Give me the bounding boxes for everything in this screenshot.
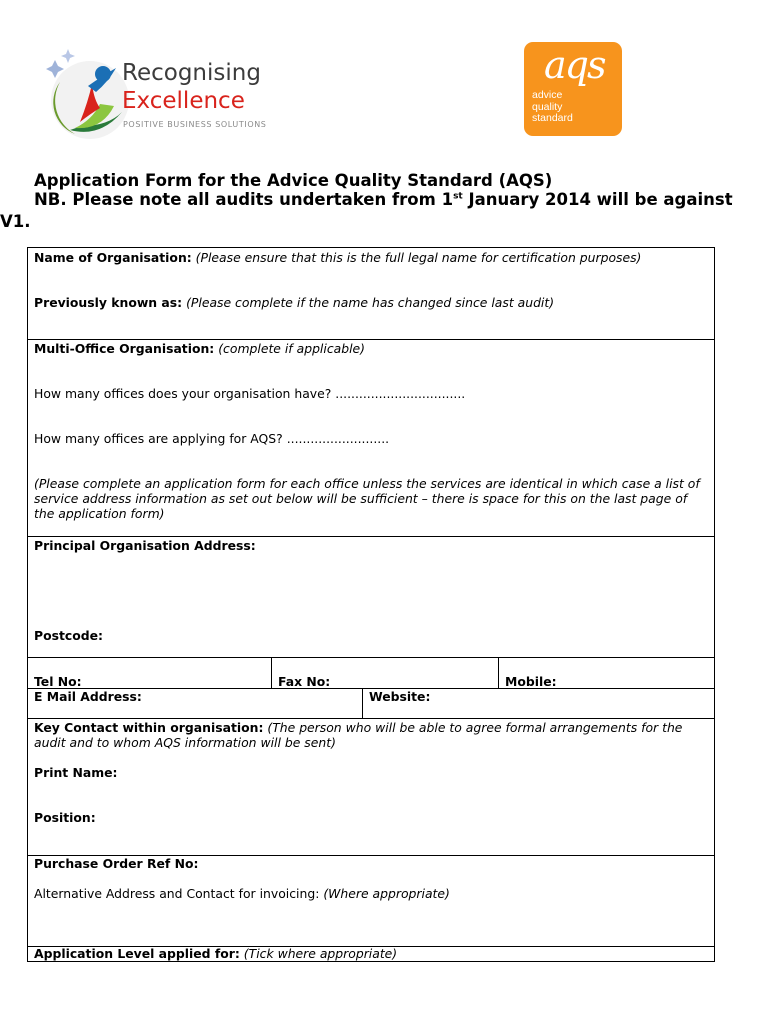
aqs-logo-line3: standard — [532, 112, 573, 124]
offices-aqs-question[interactable]: How many offices are applying for AQS? .......................... — [34, 431, 390, 446]
tel-field[interactable] — [34, 674, 82, 689]
website-label: Website: — [369, 689, 431, 704]
multi-office-instructions-text: (Please complete an application form for each office unless the services are identical in which case a list of service address information as set out below will be sufficient – there is space for this on the last page of the application form) — [34, 476, 700, 521]
org-name-note: (Please ensure that this is the full legal name for certification purposes) — [195, 250, 642, 265]
recognising-excellence-logo — [30, 42, 280, 142]
po-ref-field[interactable] — [34, 856, 198, 871]
principal-address-label: Principal Organisation Address: — [34, 538, 256, 553]
re-logo-tagline: POSITIVE BUSINESS SOLUTIONS — [123, 120, 267, 129]
prev-known-label: Previously known as: — [34, 295, 183, 310]
mobile-field[interactable] — [505, 674, 557, 689]
app-level-field[interactable] — [34, 946, 397, 961]
principal-address-field[interactable] — [34, 538, 256, 553]
key-contact-field[interactable] — [34, 720, 706, 750]
tel-label: Tel No: — [34, 674, 82, 689]
key-contact-label: Key Contact within organisation: — [34, 720, 264, 735]
multi-office-field[interactable] — [34, 341, 365, 356]
offices-count-question[interactable]: How many offices does your organisation have? ................................. — [34, 386, 466, 401]
postcode-label: Postcode: — [34, 628, 103, 643]
postcode-field[interactable] — [34, 628, 103, 643]
org-name-field[interactable] — [34, 250, 641, 265]
fax-label: Fax No: — [278, 674, 331, 689]
audit-notice-pre: NB. Please note all audits undertaken from 1 — [34, 190, 454, 209]
aqs-logo-line1: advice — [532, 89, 563, 101]
app-level-note: (Tick where appropriate) — [243, 946, 398, 961]
position-label: Position: — [34, 810, 96, 825]
aqs-logo — [524, 42, 622, 136]
email-field[interactable] — [34, 689, 142, 704]
po-ref-label: Purchase Order Ref No: — [34, 856, 199, 871]
multi-office-label: Multi-Office Organisation: — [34, 341, 215, 356]
re-logo-line2: Excellence — [122, 88, 245, 114]
org-name-label: Name of Organisation: — [34, 250, 192, 265]
audit-notice-version: V1. — [0, 212, 31, 231]
app-level-label: Application Level applied for: — [34, 946, 240, 961]
aqs-logo-mark: aqs — [544, 43, 605, 87]
form-title: Application Form for the Advice Quality Standard (AQS) — [34, 171, 553, 190]
prev-known-note: (Please complete if the name has changed since last audit) — [186, 295, 555, 310]
audit-notice-sup: st — [453, 191, 463, 202]
audit-notice — [34, 189, 733, 210]
aqs-logo-line2: quality — [532, 100, 563, 113]
aqs-logo-text — [532, 90, 573, 125]
alt-address-field[interactable] — [34, 886, 450, 901]
audit-notice-post: January 2014 will be against — [462, 190, 733, 209]
multi-office-note: (complete if applicable) — [218, 341, 365, 356]
website-field[interactable] — [369, 689, 430, 704]
alt-address-text: Alternative Address and Contact for invoicing: — [34, 886, 320, 901]
multi-office-instructions — [34, 476, 706, 521]
re-logo-line1: Recognising — [122, 60, 261, 86]
alt-address-note: (Where appropriate) — [323, 886, 450, 901]
print-name-field[interactable] — [34, 765, 118, 780]
prev-known-field[interactable] — [34, 295, 554, 310]
key-contact-note: (The person who will be able to agree formal arrangements for the audit and to whom AQS information will be sent) — [34, 720, 683, 750]
principal-address-section — [27, 536, 715, 658]
email-label: E Mail Address: — [34, 689, 142, 704]
print-name-label: Print Name: — [34, 765, 118, 780]
mobile-label: Mobile: — [505, 674, 557, 689]
position-field[interactable] — [34, 810, 96, 825]
fax-field[interactable] — [278, 674, 330, 689]
